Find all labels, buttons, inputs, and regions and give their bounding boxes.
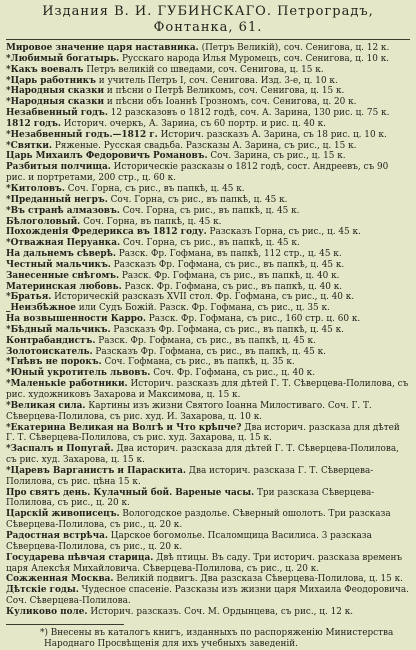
entry-title: Дѣтскіе годы. — [6, 585, 79, 596]
entry-description: и пѣсни о Петрѣ Великомъ, соч. Сенигова, ц. 15 к. — [104, 86, 345, 97]
entry-title: Сожженная Москва. — [6, 574, 114, 585]
entry-description: или Судъ Божій. Разск. Фр. Гофмана, съ рис., ц. 35 к. — [75, 303, 330, 314]
entry-title: Куликово поле. — [6, 606, 88, 617]
entry-title: Царь Михаилъ Федоровичъ Романовъ. — [6, 151, 208, 162]
catalog-entry — [6, 195, 410, 206]
catalog-entry — [6, 466, 410, 488]
entry-title: *Народныя сказки — [6, 97, 105, 108]
entry-title: Государева пѣвчая старица. — [6, 552, 154, 563]
catalog-entry — [6, 336, 410, 347]
entry-description: Разск. Фр. Гофмана, въ папкѣ, 112 стр., ц. 45 к. — [115, 249, 342, 260]
catalog-entry — [6, 303, 410, 314]
entry-description: Историч. разсказъ. Соч. М. Ордынцева, съ рис., ц. 12 к. — [87, 606, 354, 617]
catalog-entry — [6, 54, 410, 65]
entry-description: Историческіе разсказы о 1812 годѣ, сост. Андреевъ, съ 90 рис. и портретами, 200 стр., ц. 60 к. — [6, 162, 389, 184]
entry-title: Мировое значение царя наставника. — [6, 43, 199, 53]
entry-description: Соч. Горна, съ рис., въ папкѣ, ц. 45 к. — [107, 194, 288, 205]
entry-title: *Екатерина Великая на Волгѣ и Что крѣпче? — [6, 422, 242, 433]
catalog-entry — [6, 119, 410, 130]
catalog-entry — [6, 423, 410, 445]
entry-title: *Маленькіе работники. — [6, 379, 128, 390]
entry-description: Историч. очеркъ, А. Зарина, съ 60 портр. и рис. ц. 40 к. — [60, 118, 326, 129]
catalog-entry — [6, 282, 410, 293]
catalog-entry — [6, 271, 410, 282]
entry-title: Занесенные снѣгомъ. — [6, 270, 120, 281]
entry-title: Царскій живописецъ. — [6, 509, 120, 520]
entry-title: Золотоискатель. — [6, 346, 93, 357]
catalog-entry — [6, 238, 410, 249]
entry-description: 12 разсказовъ о 1812 годѣ, соч. А. Зарина, 130 рис. ц. 75 к. — [107, 108, 390, 119]
entry-description: Соч. Горна, въ папкѣ, ц. 45 к. — [80, 216, 222, 227]
entry-title: Незабвенный годъ. — [6, 108, 108, 119]
catalog-entry — [6, 260, 410, 271]
entry-description: Разсказъ Фр. Гофмана, съ рис., въ папкѣ, ц. 45 к. — [110, 259, 345, 270]
catalog-entry — [6, 607, 410, 618]
entry-title: *Гнѣвъ не порокъ. — [6, 357, 102, 368]
catalog-entry — [6, 97, 410, 108]
entry-description: Петръ великій со шведами, соч. Сенигова, ц. 15 к. — [83, 64, 324, 75]
entry-description: Разск. Фр. Гофмана, съ рис., 160 стр. ц. 60 к. — [145, 314, 361, 325]
entry-title: *Отважная Перуанка. — [6, 238, 121, 249]
entry-title: Про святъ день. Кулачный бой. Вареные часы. — [6, 487, 255, 498]
catalog-entry — [6, 86, 410, 97]
entry-title: *Царь работникъ — [6, 75, 96, 86]
entry-description: Соч. Фр. Гофмана, съ рис., ц. 40 к. — [150, 368, 316, 379]
page-header: Издания В. И. ГУБИНСКАГО. Петроградъ, Фонтанка, 61. — [6, 4, 410, 40]
catalog-entry — [6, 347, 410, 358]
entry-title: 1812 годъ. — [6, 118, 61, 129]
catalog-entry — [6, 509, 410, 531]
entry-title: *Святки. — [6, 140, 53, 151]
catalog-entry — [6, 151, 410, 162]
entry-description: Разск. Фр. Гофмана, съ рис., въ папкѣ, ц. 40 к. — [121, 281, 343, 292]
catalog-entry — [6, 379, 410, 401]
entry-description: Разск. Фр. Гофмана, съ рис., въ папкѣ, ц. 45 к. — [95, 335, 316, 346]
catalog-entry — [6, 43, 410, 54]
catalog-entry — [6, 130, 410, 141]
entry-description: Соч. Горна, съ рис., въ папкѣ, ц. 45 к. — [64, 183, 245, 194]
catalog-entry — [6, 368, 410, 379]
catalog-entry — [6, 531, 410, 553]
entry-description: Два историч. разсказа для дѣтей Г. Т. Сѣверцева-Полилова, съ рис. худ. Захарова, ц. 15 к. — [6, 422, 400, 444]
catalog-entry — [6, 206, 410, 217]
entry-description: Соч. Горна, съ рис., въ папкѣ, ц. 45 к. — [120, 238, 300, 249]
entry-description: и пѣсни объ Іоаннѣ Грозномъ, соч. Сенигова, ц. 20 к. — [104, 97, 357, 108]
entry-title: *Въ странѣ алмазовъ. — [6, 205, 120, 216]
entry-description: Два историч. разсказа Г. Т. Сѣверцева-Полилова, съ рис. цѣна 15 к. — [6, 465, 374, 487]
entry-title: *Какъ воевалъ — [6, 64, 84, 75]
entry-description: и учитель Петръ I, соч. Сенигова. Изд. 3-е, ц. 10 к. — [95, 75, 338, 86]
entry-description: Соч. Горна, съ рис., въ папкѣ, ц. 45 к. — [119, 205, 300, 216]
footnote-divider — [6, 624, 124, 625]
entry-title: Разбитыя полчища. — [6, 162, 111, 173]
entry-title: _Неизбѣжное — [6, 303, 76, 314]
entry-description: Соч. Гофмана, съ рис., въ папкѣ, ц. 35 к. — [101, 357, 295, 368]
entry-description: Разсказъ Фр. Гофмана, съ рис., въ папкѣ, ц. 45 к. — [110, 324, 344, 335]
entry-title: *Незабвенный годъ.—1812 г. — [6, 129, 158, 140]
entry-title: Материнская любовь. — [6, 281, 122, 292]
entry-title: *Преданный негръ. — [6, 194, 108, 205]
catalog-entry — [6, 76, 410, 87]
entry-description: Великій подвигъ. Два разсказа Сѣверцева-Полилова, ц. 15 к. — [113, 574, 403, 585]
catalog-entry — [6, 249, 410, 260]
catalog-entry — [6, 227, 410, 238]
catalog-entry — [6, 217, 410, 228]
footnote: *) Внесены въ каталогъ книгъ, изданныхъ по распоряженію Министерства Народнаго Просвѣщенія для ихъ учебныхъ заведеній. — [40, 627, 394, 649]
entry-description: Разск. Фр. Гофмана, съ рис., въ папкѣ, ц. 40 к. — [119, 270, 340, 281]
entry-title: Похожденія Фредерикса въ 1812 году. — [6, 227, 207, 238]
entry-description: Разсказъ Фр. Гофмана, съ рис., въ папкѣ, ц. 45 к. — [92, 346, 326, 357]
catalog-entry — [6, 292, 410, 303]
catalog-entry — [6, 314, 410, 325]
entry-title: На дальнемъ сѣверѣ. — [6, 249, 116, 260]
catalog-entry — [6, 488, 410, 510]
catalog-entry — [6, 108, 410, 119]
entry-description: Два историч. разсказа для дѣтей Г. Т. Сѣверцева-Полилова, съ рис. худ. Захарова, ц. 15 к. — [6, 444, 399, 466]
entry-title: *Царевъ Варганистъ и Параскита. — [6, 465, 186, 476]
entry-description: Русскаго народа Илья Муромецъ, соч. Сенигова, ц. 10 к. — [119, 53, 390, 64]
entry-title: *Бѣдный мальчикъ. — [6, 324, 111, 335]
entry-title: На возвышенности Карро. — [6, 314, 146, 325]
entry-description: Разсказъ Горна, съ рис., ц. 45 к. — [206, 227, 361, 238]
entry-title: Контрабандистъ. — [6, 335, 96, 346]
entry-title: *Китоловъ. — [6, 183, 65, 194]
entry-description: Чудесное спасеніе. Разсказы изъ жизни царя Михаила Феодоровича. Соч. Сѣверцева-Полилова. — [6, 585, 409, 607]
entry-description: Ряженые. Русская свадьба. Разсказы А. Зарина, съ рис., ц. 15 к. — [52, 140, 357, 151]
entry-description: Картины изъ жизни Святого Іоанна Милостиваго. Соч. Г. Т. Сѣверцева-Полилова, съ рис. худ. И. Захарова, ц. 10 к. — [6, 400, 372, 422]
catalog-entry — [6, 65, 410, 76]
entry-title: *Великая сила. — [6, 400, 86, 411]
entry-description: Двѣ птицы. Въ саду. Три историч. разсказа временъ царя Алексѣя Михайловича. Сѣверцева-Полилова, съ рис., ц. 20 к. — [6, 552, 403, 574]
entry-description: Три разсказа Сѣверцева-Полилова, съ рис., ц. 20 к. — [6, 487, 375, 509]
entry-description: Историч. разсказъ для дѣтей Г. Т. Сѣверцева-Полилова, съ рис. художниковъ Захарова и Максимова, ц. 15 к. — [6, 379, 409, 400]
entry-description: Соч. Зарина, съ рис., ц. 15 к. — [207, 151, 346, 162]
catalog-entry — [6, 444, 410, 466]
catalog-entry — [6, 162, 410, 184]
entry-title: *Народныя сказки — [6, 86, 105, 97]
entry-description: (Петръ Великій), соч. Сенигова, ц. 12 к. — [198, 43, 390, 53]
catalog-entry — [6, 184, 410, 195]
entry-title: Честный мальчикъ. — [6, 259, 111, 270]
catalog-entry — [6, 325, 410, 336]
catalog-entry — [6, 401, 410, 423]
entry-description: Историч. разсказъ А. Зарина, съ 18 рис. ц. 10 к. — [157, 129, 387, 140]
entry-title: *Братья. — [6, 292, 52, 303]
entry-title: *Любимый богатырь. — [6, 53, 120, 64]
catalog-entry — [6, 585, 410, 607]
catalog-entry — [6, 357, 410, 368]
entry-title: *Юный укротитель львовъ. — [6, 368, 151, 379]
catalog-entry — [6, 141, 410, 152]
entry-description: Вологодское раздолье. Сѣверный ошолотъ. Три разсказа Сѣверцева-Полилова, съ рис., ц. 20 к. — [6, 509, 391, 531]
entry-description: Царское богомолье. Псаломщица Василиса. 3 разсказа Сѣверцева-Полилова, съ рис., ц. 20 к. — [6, 530, 372, 552]
entry-title: *Заспалъ и Попугай. — [6, 444, 114, 455]
catalog-entry — [6, 553, 410, 575]
entry-description: Историческій разсказъ XVII стол. Фр. Гофмана, съ рис., ц. 40 к. — [51, 292, 355, 303]
catalog-entry — [6, 574, 410, 585]
entry-title: Радостная встрѣча. — [6, 530, 108, 541]
entry-title: Бѣлоголовый. — [6, 216, 81, 227]
entries-list — [6, 43, 410, 618]
